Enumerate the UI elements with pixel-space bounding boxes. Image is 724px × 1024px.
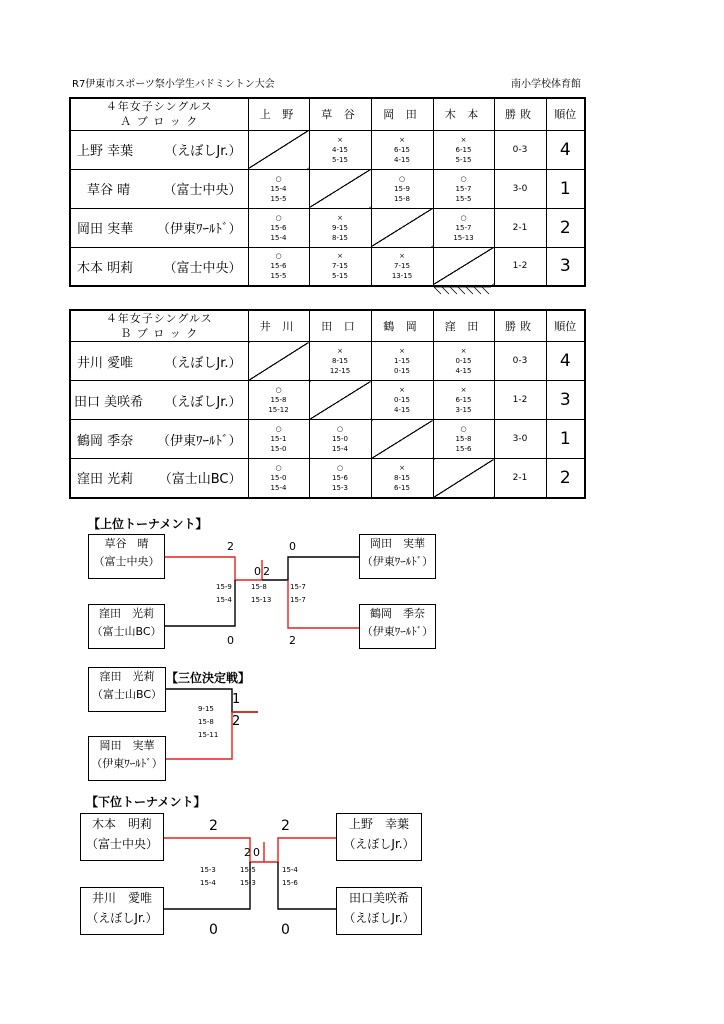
score-cell: × 0-15 4-15: [371, 381, 433, 420]
score-cell: ○ 15-1 15-0: [248, 420, 309, 459]
player-name: 窪田 光莉 （富士山BC）: [70, 459, 248, 498]
record-cell: 1-2: [494, 247, 546, 286]
score-cell: ○ 15-6 15-5: [248, 247, 309, 286]
score-cell: × 8-15 6-15: [371, 459, 433, 498]
player-box: 上野 幸葉 （えぼしJr.）: [336, 813, 422, 861]
record-cell: 2-1: [494, 208, 546, 247]
score-cell: × 6-15 3-15: [433, 381, 494, 420]
record-cell: 1-2: [494, 381, 546, 420]
score-cell: × 6-15 4-15: [371, 130, 433, 169]
match-score: 2: [289, 634, 296, 647]
block-label: ４年女子シングルス Ａ ブ ロ ッ ク: [70, 98, 248, 130]
rank-header: 順位: [546, 310, 585, 342]
score-cell: ○ 15-0 15-4: [309, 420, 371, 459]
player-box: 草谷 晴 （富士中央）: [88, 534, 165, 579]
player-name: 田口 美咲希 （えぼしJr.）: [70, 381, 248, 420]
match-score: 0: [209, 922, 218, 938]
player-box: 窪田 光莉 （富士山BC）: [88, 604, 165, 649]
player-name: 上野 幸葉 （えぼしJr.）: [70, 130, 248, 169]
match-score: 2: [281, 818, 290, 834]
game-scores: 9-15 15-8 15-11: [198, 705, 219, 739]
player-box: 鶴岡 季奈 （伊東ﾜｰﾙﾄﾞ）: [359, 604, 436, 649]
record-cell: 3-0: [494, 169, 546, 208]
match-score: 2: [209, 818, 218, 834]
score-cell: ○ 15-8 15-6: [433, 420, 494, 459]
final-score: 2: [244, 846, 251, 859]
record-cell: 2-1: [494, 459, 546, 498]
match-score: 1: [232, 692, 241, 707]
score-cell: × 4-15 5-15: [309, 130, 371, 169]
game-scores: 15-7 15-7: [290, 583, 306, 604]
venue-label: 南小学校体育館: [511, 79, 581, 90]
game-scores: 15-3 15-4: [200, 866, 216, 887]
game-scores: 15-4 15-6: [282, 866, 298, 887]
record-cell: 3-0: [494, 420, 546, 459]
record-cell: 0-3: [494, 342, 546, 381]
score-cell: × 0-15 4-15: [433, 342, 494, 381]
score-cell: × 6-15 5-15: [433, 130, 494, 169]
match-score: 2: [232, 714, 241, 729]
player-box: 岡田 実華 （伊東ﾜｰﾙﾄﾞ）: [88, 736, 166, 781]
player-name: 木本 明莉 （富士中央）: [70, 247, 248, 286]
match-score: 2: [227, 540, 234, 553]
rank-cell: 1: [546, 420, 585, 459]
score-cell: × 8-15 12-15: [309, 342, 371, 381]
third-title: 【三位決定戦】: [166, 671, 251, 685]
score-cell: × 7-15 13-15: [371, 247, 433, 286]
score-cell: ○ 15-0 15-4: [248, 459, 309, 498]
column-header: 田 口: [309, 310, 371, 342]
game-scores: 15-5 15-3: [240, 866, 256, 887]
record-header: 勝敗: [494, 310, 546, 342]
lower-sf2-winner: [264, 838, 336, 862]
score-cell: × 9-15 8-15: [309, 208, 371, 247]
player-name: 井川 愛唯 （えぼしJr.）: [70, 342, 248, 381]
column-header: 井 川: [248, 310, 309, 342]
player-name: 岡田 実華 （伊東ﾜｰﾙﾄﾞ）: [70, 208, 248, 247]
final-score: 0: [254, 565, 261, 578]
game-scores: 15-8 15-13: [251, 583, 272, 604]
final-score: 2: [263, 565, 270, 578]
upper-winner-line: [165, 557, 262, 580]
upper-sf2-top: [262, 557, 359, 580]
score-cell: ○ 15-6 15-3: [309, 459, 371, 498]
column-header: 鶴 岡: [371, 310, 433, 342]
column-header: 窪 田: [433, 310, 494, 342]
score-cell: ○ 15-9 15-8: [371, 169, 433, 208]
score-cell: ○ 15-7 15-5: [433, 169, 494, 208]
player-box: 井川 愛唯 （えぼしJr.）: [80, 887, 164, 935]
game-scores: 15-9 15-4: [216, 583, 232, 604]
score-cell: ○ 15-4 15-5: [248, 169, 309, 208]
rank-cell: 2: [546, 208, 585, 247]
hatch-mark: [434, 287, 491, 294]
rank-header: 順位: [546, 98, 585, 130]
rank-cell: 1: [546, 169, 585, 208]
block-label: ４年女子シングルス Ｂ ブ ロ ッ ク: [70, 310, 248, 342]
player-box: 窪田 光莉 （富士山BC）: [88, 667, 166, 712]
record-header: 勝敗: [494, 98, 546, 130]
score-cell: ○ 15-6 15-4: [248, 208, 309, 247]
player-box: 岡田 実華 （伊東ﾜｰﾙﾄﾞ）: [359, 534, 436, 579]
rank-cell: 3: [546, 381, 585, 420]
player-name: 鶴岡 季奈 （伊東ﾜｰﾙﾄﾞ）: [70, 420, 248, 459]
column-header: 木 本: [433, 98, 494, 130]
score-cell: × 1-15 0-15: [371, 342, 433, 381]
score-cell: ○ 15-7 15-13: [433, 208, 494, 247]
column-header: 岡 田: [371, 98, 433, 130]
match-score: 0: [289, 540, 296, 553]
rank-cell: 3: [546, 247, 585, 286]
final-score: 0: [253, 846, 260, 859]
record-cell: 0-3: [494, 130, 546, 169]
player-name: 草谷 晴 （富士中央）: [70, 169, 248, 208]
rank-cell: 4: [546, 130, 585, 169]
score-cell: × 7-15 5-15: [309, 247, 371, 286]
player-box: 木本 明莉 （富士中央）: [80, 813, 164, 861]
rank-cell: 2: [546, 459, 585, 498]
column-header: 草 谷: [309, 98, 371, 130]
match-score: 0: [227, 634, 234, 647]
upper-title: 【上位トーナメント】: [88, 517, 208, 531]
column-header: 上 野: [248, 98, 309, 130]
player-box: 田口美咲希 （えぼしJr.）: [336, 887, 422, 935]
score-cell: ○ 15-8 15-12: [248, 381, 309, 420]
rank-cell: 4: [546, 342, 585, 381]
lower-title: 【下位トーナメント】: [86, 795, 206, 809]
match-score: 0: [281, 922, 290, 938]
document-title: R7伊東市スポーツ祭小学生バドミントン大会: [72, 79, 275, 90]
